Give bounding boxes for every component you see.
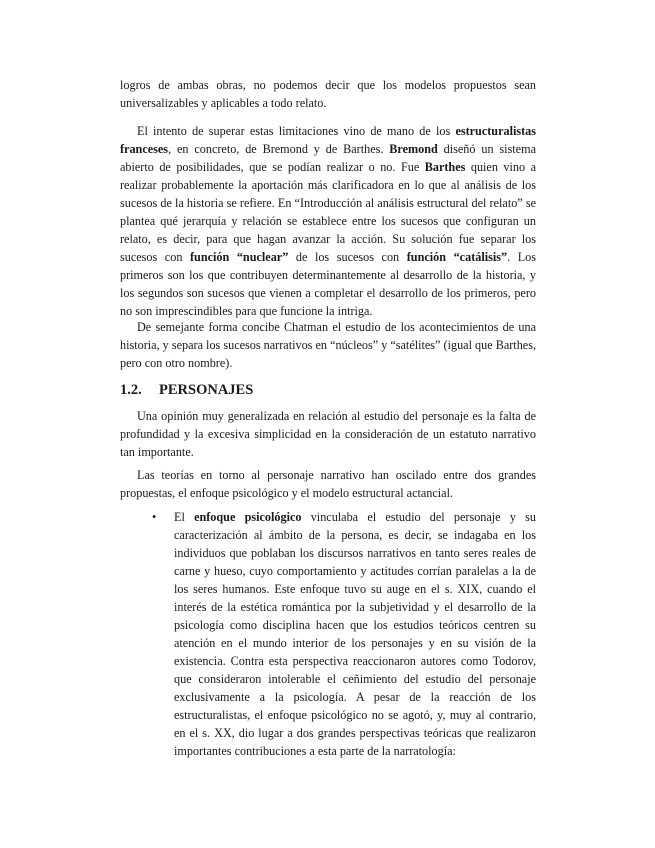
term-bremond: Bremond [389, 142, 438, 156]
term-catalisis: función “catálisis” [406, 250, 508, 264]
section-heading [120, 381, 253, 399]
paragraph-theories: Las teorías en torno al personaje narrativo han oscilado entre dos grandes propuestas, el enfoque psicológico y el modelo estructural actancial. [120, 468, 536, 500]
term-psychological: enfoque psicológico [194, 510, 302, 524]
paragraph-structuralists: El intento de superar estas limitaciones vino de mano de los estructuralistas franceses, en concreto, de Bremond y de Barthes. Bremond diseñó un sistema abierto de posibilidades, que se podían realizar o no. Fue Barthes quien vino a realizar probablemente la aportación más clarificadora en lo que al análisis de los sucesos de la historia se refiere. En “Introducción al análisis estructural del relato” se plantea qué jerarquía y relación se establece entre los sucesos que configuran un relato, es decir, para que hagan avanzar la acción. Su solución fue separar los sucesos con función “nuclear” de los sucesos con función “catálisis”. Los primeros son los que contribuyen determinantemente al desarrollo de la historia, y los segundos son sucesos que vienen a completar el desarrollo de los primeros, pero no son imprescindibles para que funcione la intriga. [120, 124, 537, 318]
term-nuclear: función “nuclear” [189, 250, 289, 264]
bullet-text: El enfoque psicológico vinculaba el estudio del personaje y su caracterización al ámbito de la persona, es decir, se indagaba en los individuos que poblaban los discursos narrativos en tanto seres reales de carne y hueso, cuyo comportamiento y actitudes corrían paralelas a la de los seres humanos. Este enfoque tuvo su auge en el s. XIX, cuando el interés de la estética romántica por la subjetividad y el desarrollo de la psicología como disciplina hacen que los estudios teóricos centren su atención en el mundo interior de los personajes y en su visión de la existencia. Contra esta perspectiva reaccionaron autores como Todorov, que consideraron intolerable el ceñimiento del estudio del personaje exclusivamente a la psicología. A pesar de la reacción de los estructuralistas, el enfoque psicológico no se agotó, y, muy al contrario, en el s. XX, dio lugar a dos grandes perspectivas teóricas que realizaron importantes contribuciones a esta parte de la narratología: [174, 510, 536, 758]
paragraph-opinion: Una opinión muy generalizada en relación al estudio del personaje es la falta de profundidad y la excesiva simplicidad en la consideración de un estatuto narrativo tan importante. [120, 409, 536, 459]
paragraph-continuation: logros de ambas obras, no podemos decir que los modelos propuestos sean universalizables y aplicables a todo relato. [120, 78, 536, 110]
bullet-icon: • [152, 510, 157, 524]
term-structuralists: estructuralistas franceses [120, 124, 536, 156]
term-barthes: Barthes [424, 160, 466, 174]
paragraph-chatman: De semejante forma concibe Chatman el estudio de los acontecimientos de una historia, y separa los sucesos narrativos en “núcleos” y “satélites” (igual que Barthes, pero con otro nombre). [120, 320, 536, 370]
section-title: PERSONAJES [159, 382, 254, 398]
section-number: 1.2. [120, 382, 142, 398]
